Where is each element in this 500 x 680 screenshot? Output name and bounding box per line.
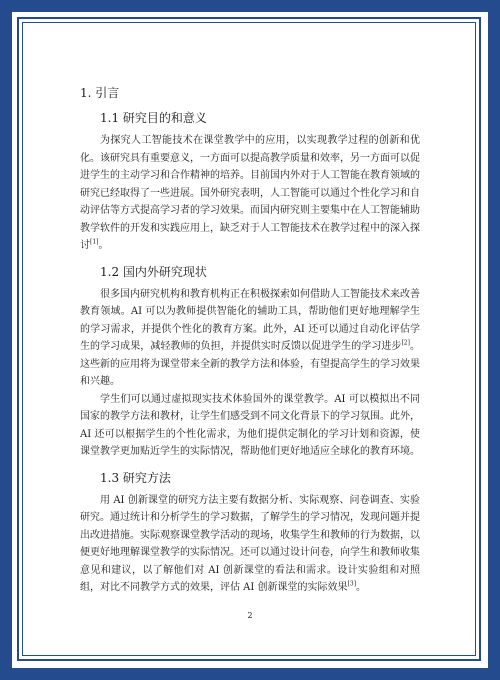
page-number: 2 bbox=[247, 611, 253, 620]
paragraph-text: 很多国内研究机构和教育机构正在积极探索如何借助人工智能技术来改善教育领域。AI 可以为教师提供智能化的辅助工具，帮助他们更好地理解学生的学习需求，并提供个性化的教育方案。此外，AI 还可以通过自动化评估学生的学习成果，减轻教师的负担，并提供实时反馈以促进学生的学习进步 bbox=[80, 288, 420, 352]
document-body bbox=[80, 84, 420, 597]
paragraph bbox=[80, 132, 420, 255]
paragraph-text: 用 AI 创新课堂的研究方法主要有数据分析、实际观察、问卷调查、实验研究。通过统计和分析学生的学习数据，了解学生的学习情况，发现问题并提出改进措施。实际观察课堂教学活动的现场，收集学生和教师的行为数据，以便更好地理解课堂教学的实际情况。还可以通过设计问卷，向学生和教师收集意见和建议，以了解他们对 AI 创新课堂的看法和需求。设计实验组和对照组，对比不同教学方式的效果，评估 AI 创新课堂的实际效果 bbox=[80, 494, 420, 593]
paragraph bbox=[80, 492, 420, 597]
chapter-heading: 1. 引言 bbox=[80, 86, 120, 100]
sections bbox=[80, 109, 420, 597]
section-heading: 1.2 国内外研究现状 bbox=[100, 264, 207, 279]
paragraph-text: 。 bbox=[98, 240, 109, 251]
citation: [2] bbox=[401, 339, 410, 347]
citation: [3] bbox=[347, 580, 357, 588]
paragraph bbox=[80, 286, 420, 391]
paragraph-text: 学生们可以通过虚拟现实技术体验国外的课堂教学。AI 可以模拟出不同国家的教学方法和教材，让学生们感受到不同文化背景下的学习氛围。此外，AI 还可以根据学生的个性化需求，为他们提供定制化的学习计划和资源，使课堂教学更加贴近学生的实际情况，帮助他们更好地适应全球化的教育环境。 bbox=[80, 393, 420, 457]
section-heading: 1.3 研究方法 bbox=[100, 470, 171, 485]
citation: [1] bbox=[90, 238, 99, 246]
paragraph-text: 为探究人工智能技术在课堂教学中的应用，以实现教学过程的创新和优化。该研究具有重要意义，一方面可以提高教学质量和效率，另一方面可以促进学生的主动学习和合作精神的培养。目前国内外对于人工智能在教育领域的研究已经取得了一些进展。国外研究表明，人工智能可以通过个性化学习和自动评估等方式提高学习者的学习效果。而国内研究则主要集中在人工智能辅助教学软件的开发和实践应用上，缺乏对于人工智能技术在教学过程中的深入探讨 bbox=[80, 135, 420, 251]
paragraph-text: 。 bbox=[356, 582, 367, 593]
section-heading: 1.1 研究目的和意义 bbox=[100, 111, 207, 125]
paragraph-text: 。这些新的应用将为课堂带来全新的教学方法和体验，有望提高学生的学习效果和兴趣。 bbox=[80, 341, 421, 387]
paragraph bbox=[80, 391, 420, 461]
